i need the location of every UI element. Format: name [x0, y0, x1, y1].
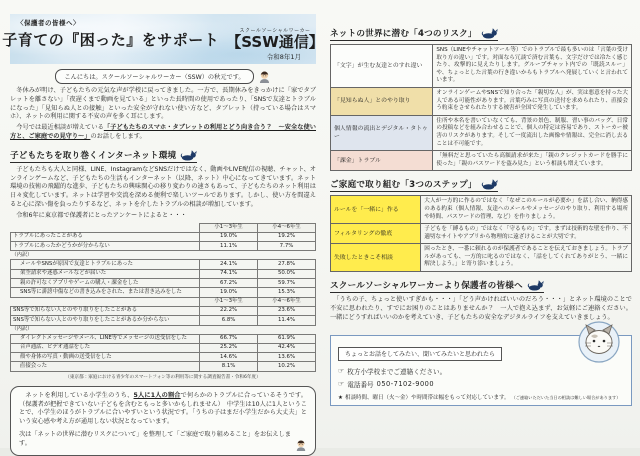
- step-label: 失敗したときこそ相談: [331, 244, 421, 272]
- issue-date: 令和8年1月: [266, 53, 301, 61]
- contact-tab-label: ちょっとお話をしてみたい、聞いてみたいと思われたら: [338, 347, 502, 361]
- survey-row-value: 42.4%: [258, 343, 316, 352]
- survey-row-label: 顔や身体の写真・動画の送受信をした: [11, 353, 200, 362]
- newsletter-title: [2, 28, 324, 51]
- survey-row-label: 架空請求や迷惑メールなどが届いた: [11, 269, 200, 278]
- table-row: [11, 316, 316, 325]
- survey-row-label: SNS等で知らない人とのやり取りをしたことがあるか分からない: [11, 316, 200, 325]
- survey-row-label: 直接会った: [11, 362, 200, 371]
- greeting-bubble: こんにちは。スクールソーシャルワーカー（SSW）の秋元です。: [55, 69, 253, 84]
- breakdown-label: （内訳）: [11, 251, 33, 258]
- table-row: [11, 362, 316, 371]
- survey-row-label: トラブルにあったことがある: [11, 232, 200, 241]
- survey-row-value: 22.2%: [200, 306, 258, 315]
- step-label: フィルタリングの徹底: [331, 224, 421, 244]
- contact-address-line: ☞ 枚方小学校までご連絡ください。: [338, 367, 447, 377]
- risk-label: 「課金」トラブル: [331, 151, 433, 171]
- survey-row-value: 24.1%: [200, 260, 258, 269]
- table-row: [11, 353, 316, 362]
- step-label: ルールを「一緒に」作る: [331, 196, 421, 224]
- intro-topic-tail: のお話しをします。: [90, 132, 146, 140]
- steps-table: [330, 195, 632, 272]
- pointer-icon: ☞: [338, 379, 345, 388]
- summary-paragraph: ネットを利用している小学生のうち、5人に1人の割合で何らかのトラブルに合っているそうです。（保護者が把握できていない子どもを含むともっと多いかもしれません） 中学生は10人に1人ということで、小学生のほうがトラブルに合いやすいという状況です。「うちの子はまだ小学生だから大丈夫」という安心感や考え方が通用しない状況となっています。: [19, 391, 307, 426]
- title-bracket: 【SSW通信】: [226, 33, 324, 51]
- risk-row: [331, 87, 632, 115]
- cat-illustration: [577, 320, 621, 364]
- survey-source-caption: （東京都：家庭における青少年のスマートフォン等の利用等に関する調査報告書・令和6年度）: [65, 374, 261, 380]
- survey-row-label: 親の許可なくアプリやゲームの購入・課金をした: [11, 279, 200, 288]
- risk-row: [331, 115, 632, 150]
- right-page: [330, 20, 632, 406]
- survey-row-value: 11.1%: [200, 242, 258, 251]
- left-page: [2, 14, 324, 456]
- survey-row-value: 6.8%: [200, 316, 258, 325]
- table-row: [11, 260, 316, 269]
- step-row: [331, 244, 632, 272]
- survey-lead: 令和6年に東京都で保護者にとったアンケートによると・・・: [10, 211, 187, 219]
- step-description: 大人が一方的に作るのではなく「なぜこのルールが必要か」を話し合い、納得感のある約束（個人情報、友達へのメールやメッセージのやり取り、利用する場所や時間、パスワードの管理、など）を作りましょう。: [421, 196, 632, 224]
- survey-row-value: 10.2%: [258, 362, 316, 371]
- survey-row-value: 19.2%: [258, 232, 316, 241]
- survey-row-value: 14.6%: [200, 353, 258, 362]
- survey-row-label: SNS等で知らない人とのやり取りをしたことがある: [11, 306, 200, 315]
- breakdown-label-row: [11, 251, 316, 260]
- summary-closing: 次は「ネットの世界に潜むリスクについて」を整理して「ご家庭で取り組めること」をお伝えします。: [19, 430, 291, 447]
- step-description: 子どもを「縛るもの」ではなく「守るもの」です。まずは技術的な壁を作り、不適切なサイトやアプリから物理的に遠ざけることが大切です。: [421, 224, 632, 244]
- survey-row-value: 8.1%: [200, 362, 258, 371]
- survey-row-value: 13.6%: [258, 353, 316, 362]
- survey-row-value: 19.0%: [200, 232, 258, 241]
- phone-number: 050-7102-9000: [376, 379, 435, 388]
- risk-label: 個人情報の流出とデジタル・タトゥー: [331, 115, 433, 150]
- title-main: 子育ての『困った』をサポート: [2, 31, 220, 49]
- table-header-row: [11, 297, 316, 306]
- greeting-row: [10, 69, 316, 84]
- survey-table: [10, 223, 316, 372]
- risk-row: [331, 45, 632, 88]
- cat-icon: [180, 150, 197, 161]
- contact-note: ★ 相談時間、曜日（火～金）や時間帯は幅をもって対応しています。 （ご連絡いただいた当日の相談は難しい場合があります）: [338, 394, 621, 401]
- risk-description: SNS（LINEやチャットツール等）でのトラブルで最も多いのは「言葉の受け取り方の違い」です。対面なら冗談で済む言葉も、文字だけでは冷たく感じたり、攻撃的に見えたりします。グループチャット内での「既読スルー」や、ちょっとした言葉の行き違いからもトラブルへ発展していくと言われています。: [433, 45, 632, 88]
- cat-icon: [527, 280, 544, 291]
- intro-topic-emphasis: 「子どもたちのスマホ・タブレットの利用とどう向き合う？ ～安全な使い方と、ご家庭での見守り～」: [10, 124, 316, 140]
- ssw-avatar-icon: [295, 439, 307, 451]
- contact-box: [330, 335, 632, 406]
- step-row: [331, 196, 632, 224]
- table-row: [11, 232, 316, 241]
- table-row: [11, 334, 316, 343]
- survey-row-label: ダイレクトメッセージやメール、LINE等でメッセージの送受信をした: [11, 334, 200, 343]
- message-paragraph: 「うちの子、ちょっと使いすぎかも・・・」「どう声かければいいのだろう・・・」とネット環境のことで不安に思われたり、すでにお困りのことはありませんか？ 一人で抱え込まず、お気軽にご連絡ください。一緒にどうすればいいのかを考えていき、子どもたちの安全なデジタルライフを支えていきましょう。: [330, 296, 632, 322]
- survey-row-value: 23.6%: [258, 306, 316, 315]
- survey-row-label: メールやSNSが原因で友達とトラブルにあった: [11, 260, 200, 269]
- survey-row-value: 19.0%: [200, 288, 258, 297]
- risk-label: 「文字」が生む友達とのすれ違い: [331, 45, 433, 88]
- column-header: 小4～6年生: [258, 223, 316, 232]
- contact-note-small: （ご連絡いただいた当日の相談は難しい場合があります）: [511, 394, 621, 400]
- table-row: [11, 279, 316, 288]
- survey-row-value: 25.2%: [200, 343, 258, 352]
- risk-description: 「無料だと思っていたら高額請求が来た」「親のクレジットカードを勝手に使った」「親のパスワードを盗み見た」という相談も増えています。: [433, 151, 632, 171]
- intro-topic-lead: 今号では最近相談が増えている: [10, 124, 104, 132]
- survey-row-value: 50.0%: [258, 269, 316, 278]
- survey-row-value: 11.4%: [258, 316, 316, 325]
- survey-row-label: 音声通話、ビデオ通話をした: [11, 343, 200, 352]
- audience-label: 〈保護者の皆様へ〉: [17, 19, 80, 27]
- environment-paragraph: 子どもたちも大人と同様、LINE、InstagramなどSNSだけではなく、動画やLIVE配信の視聴、チャット、オンラインゲームなど、子どもたちの生活もインターネット（以降、ネット）中心になってきています。ネット環境の技術の飛躍的な進歩、子どもたちの興味関心の移り変わりの速さもあって、子どもたちのネット利用は日々変化しています。ネットは学習や交流を深める便利で楽しいツールであります。しかし、使い方を間違えると心に深い傷を負ったりするなど、ネットを介したトラブルの相談が増加しています。: [10, 165, 316, 208]
- title-ssw: [226, 29, 323, 50]
- pointer-icon: ☞: [338, 367, 345, 376]
- table-header-row: [11, 223, 316, 232]
- risks-table: [330, 44, 632, 171]
- survey-row-value: 7.7%: [258, 242, 316, 251]
- cat-icon: [481, 179, 498, 190]
- title-band: [2, 14, 324, 64]
- survey-row-value: 67.2%: [200, 279, 258, 288]
- survey-row-value: 66.7%: [200, 334, 258, 343]
- intro-paragraph: 冬休みが明け、子どもたちの元気な声が学校に戻ってきました。一方で、長期休みをきっかけに「家でタブレットを離さない」「夜遅くまで動画を見ている」といった長時間の使用であったり、「SNSで友達とトラブルになった」「見知らぬ人との接触」といった安全が守れない使い方など、タブレット（持っている場合はスマホ）、ネットの利用に関する不安の声を多く耳にします。: [10, 87, 316, 121]
- risk-description: オンラインゲームやSNSで知り合った「親切な人」が、実は悪意を持った大人である可能性があります。言葉巧みに写真の送付を求められたり、直接会う約束をさせられたりする被害が全国で発生しています。: [433, 87, 632, 115]
- contact-phone-line: [338, 379, 624, 389]
- risk-label: 「見知らぬ人」とのやり取り: [331, 87, 433, 115]
- ssw-avatar-icon: [258, 70, 271, 83]
- section-heading-environment: 子どもたちを取り巻くインターネット環境: [10, 149, 197, 163]
- breakdown-label: （内訳）: [11, 326, 33, 333]
- survey-row-value: 74.1%: [200, 269, 258, 278]
- summary-closing-row: [19, 429, 307, 451]
- survey-row-value: 61.9%: [258, 334, 316, 343]
- intro-topic-paragraph: [10, 124, 316, 142]
- summary-emphasis: 5人に1人の割合: [133, 391, 181, 399]
- survey-row-label: SNS等に誹謗中傷などの書き込みをされた、または書き込みをした: [11, 288, 200, 297]
- section-heading-message: スクールソーシャルワーカーより保護者の皆様へ: [330, 279, 544, 293]
- column-header: 小4～6年生: [258, 297, 316, 306]
- survey-row-value: 27.8%: [258, 260, 316, 269]
- survey-row-value: 59.7%: [258, 279, 316, 288]
- section-heading-steps: ご家庭で取り組む「3つのステップ」: [330, 178, 498, 192]
- phone-label: 電話番号: [347, 380, 374, 389]
- risk-description: 住所や本名を書いていなくても、背景の景色、制服、習い事のバッグ、日常の投稿などを組み合わせることで、個人の特定は容易であり、ストーカー被害のリスクがあります。そして一度流出した画像や情報は、完全に消し去ることは不可能です。: [433, 115, 632, 150]
- table-row: [11, 306, 316, 315]
- step-row: [331, 224, 632, 244]
- breakdown-label-row: [11, 325, 316, 334]
- column-header: 小1～3年生: [200, 223, 258, 232]
- summary-box: [10, 386, 316, 456]
- star-icon: ★: [338, 394, 343, 401]
- step-description: 困ったとき、一番に頼れるのが保護者であることを伝えておきましょう。トラブルがあっても、一方的に叱るのではなく、「話をしてくれてありがとう、一緒に解決しよう。」と寄り添いましょう。: [421, 244, 632, 272]
- cat-icon: [481, 28, 498, 39]
- survey-row-label: トラブルにあったかどうかが分からない: [11, 242, 200, 251]
- table-row: [11, 343, 316, 352]
- section-heading-risks: ネットの世界に潜む「4つのリスク」: [330, 27, 498, 41]
- column-header: 小1～3年生: [200, 297, 258, 306]
- table-row: [11, 269, 316, 278]
- table-row: [11, 288, 316, 297]
- survey-row-value: 15.3%: [258, 288, 316, 297]
- table-row: [11, 242, 316, 251]
- title-ruby: スクールソーシャルワーカー: [239, 28, 311, 34]
- risk-row: [331, 151, 632, 171]
